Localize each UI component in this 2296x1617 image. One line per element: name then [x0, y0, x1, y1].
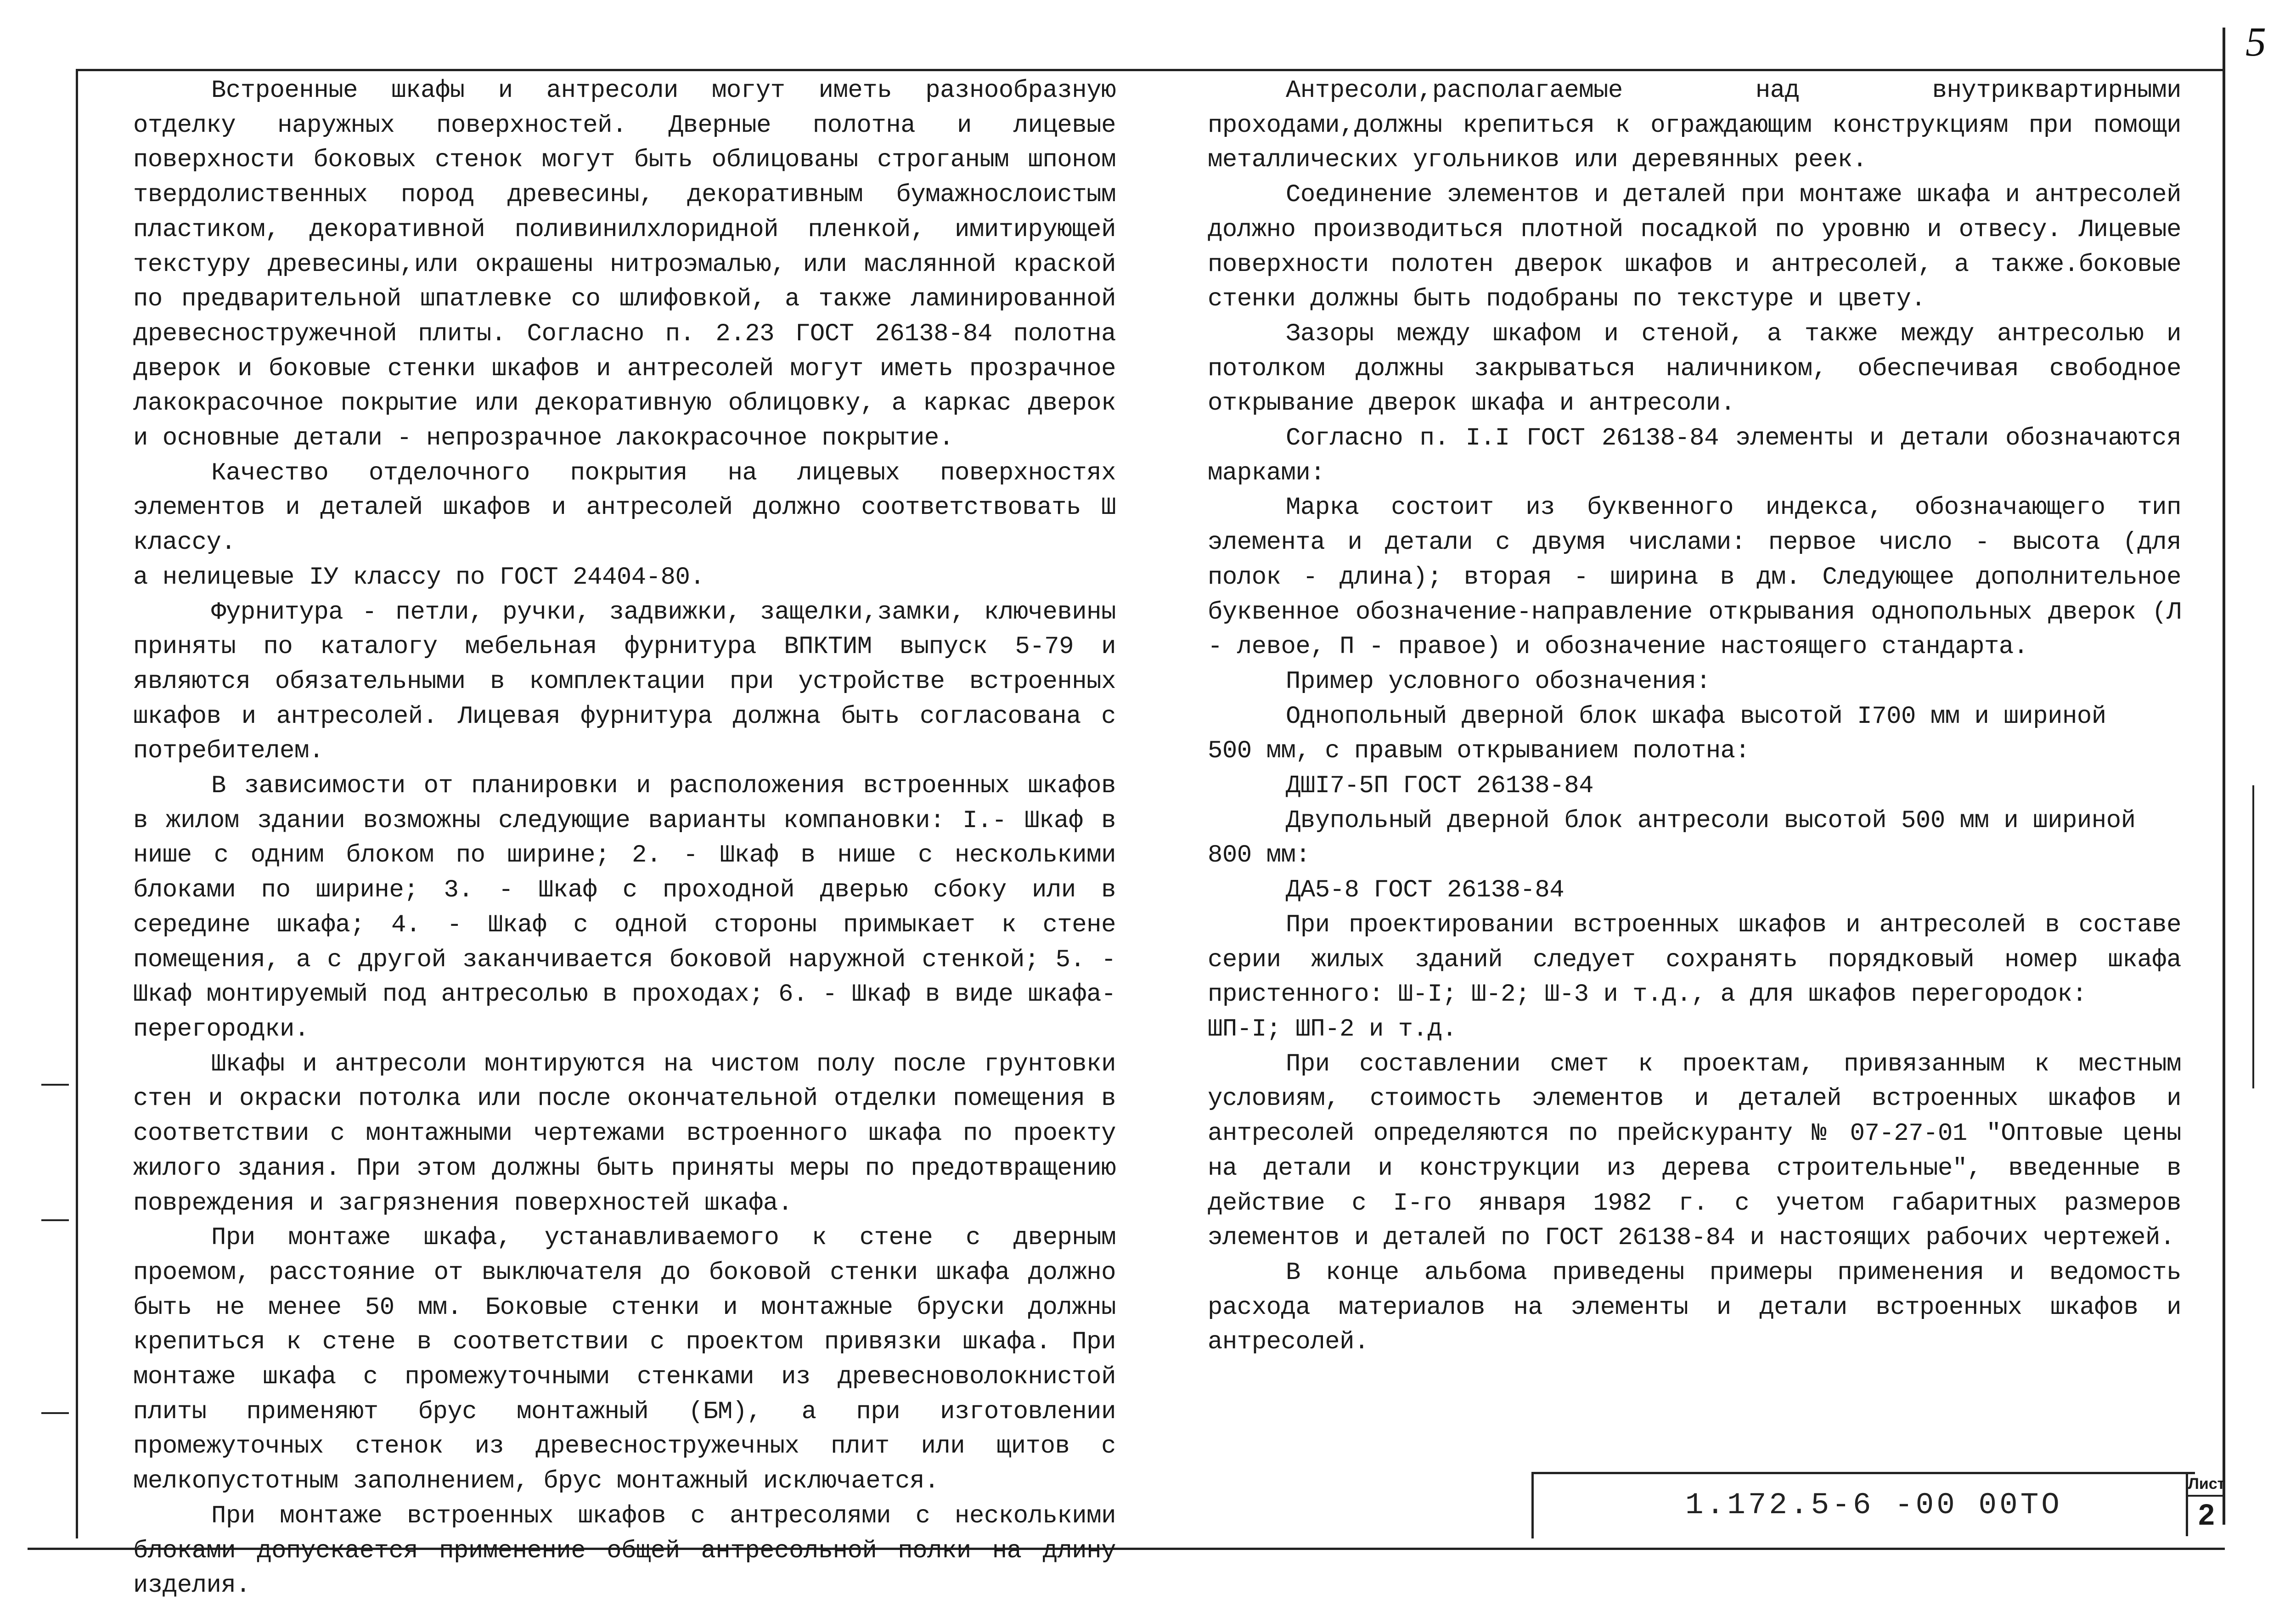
- frame-top-line: [77, 69, 2223, 71]
- paragraph: Однопольный дверной блок шкафа высотой I700 мм и шириной: [1286, 702, 2106, 731]
- designation-example: ДА5-8 ГОСТ 26138-84: [1286, 876, 1564, 905]
- frame-left-line: [76, 69, 78, 1538]
- paragraph: Качество отделочного покрытия на лицевых поверхностях элементов и деталей шкафов и антресолей должно соответствовать Ш классу.: [133, 459, 1116, 557]
- sheet-number-box: [2186, 1472, 2225, 1536]
- margin-tick: [41, 1219, 69, 1221]
- sheet-number: 2: [2198, 1498, 2215, 1531]
- paragraph: Пример условного обозначения:: [1286, 667, 1711, 696]
- paragraph: Шкафы и антресоли монтируются на чистом полу после грунтовки стен и окраски потолка или после окончательной отделки помещения в соответствии с монтажными чертежами встроенного шкафа по проекту жилого здания. При этом должны быть приняты меры по предотвращению повреждения и загрязнения поверхностей шкафа.: [133, 1050, 1116, 1217]
- document-code: 1.172.5-6 -00 00ТО: [1685, 1488, 2062, 1522]
- paragraph: При составлении смет к проектам, привязанным к местным условиям, стоимость элементов и деталей встроенных шкафов и антресолей определяются по прейскуранту № 07-27-01 "Оптовые цены на детали и конструкции из дерева строительные", введенные в действие с I-го января 1982 г. с учетом габаритных размеров элементов и деталей по ГОСТ 26138-84 и настоящих рабочих чертежей.: [1208, 1050, 2181, 1252]
- paragraph: а нелицевые IУ классу по ГОСТ 24404-80.: [133, 563, 705, 592]
- paragraph: Марка состоит из буквенного индекса, обозначающего тип элемента и детали с двумя числами: первое число - высота (для полок - длина); вторая - ширина в дм. Следующее дополнительное буквенное обозначение-направление открывания однопольных дверок (Л - левое, П - правое) и обозначение настоящего стандарта.: [1208, 494, 2181, 661]
- paragraph: Антресоли,располагаемые над внутриквартирными проходами,должны крепиться к ограждающим конструкциям при помощи металлических угольников или деревянных реек.: [1208, 77, 2181, 175]
- paragraph: При проектировании встроенных шкафов и антресолей в составе серии жилых зданий следует сохранять порядковый номер шкафа пристенного: Ш-I; Ш-2; Ш-3 и т.д., а для шкафов перегородок:: [1208, 911, 2181, 1009]
- title-block: [1531, 1472, 2195, 1538]
- paragraph: При монтаже встроенных шкафов с антресолями с несколькими блоками допускается применение общей антресольной полки на длину изделия.: [133, 1502, 1116, 1600]
- right-text-column: [1208, 73, 2181, 1360]
- paragraph: Встроенные шкафы и антресоли могут иметь разнообразную отделку наружных поверхностей. Дверные полотна и лицевые поверхности боковых стенок могут быть облицованы строганым шпоном твердолиственных пород древесины, декоративным бумажнослоистым пластиком, декоративной поливинилхлоридной пленкой, имитирующей текстуру древесины,или окрашены нитроэмалью, или маслянной краской по предварительной шпатлевке со шлифовкой, а также ламинированной древесностружечной плиты. Согласно п. 2.23 ГОСТ 26138-84 полотна дверок и боковые стенки шкафов и антресолей могут иметь прозрачное лакокрасочное покрытие или декоративную облицовку, а каркас дверок и основные детали - непрозрачное лакокрасочное покрытие.: [133, 77, 1116, 453]
- paragraph: В зависимости от планировки и расположения встроенных шкафов в жилом здании возможны следующие варианты компановки: I.- Шкаф в нише с одним блоком по ширине; 2. - Шкаф в нише с несколькими блоками по ширине; 3. - Шкаф с проходной дверью сбоку или в середине шкафа; 4. - Шкаф с одной стороны примыкает к стене помещения, а с другой заканчивается боковой наружной стенкой; 5. - Шкаф монтируемый под антресолью в проходах; 6. - Шкаф в виде шкафа-перегородки.: [133, 772, 1116, 1043]
- paragraph: При монтаже шкафа, устанавливаемого к стене с дверным проемом, расстояние от выключателя до боковой стенки шкафа должно быть не менее 50 мм. Боковые стенки и монтажные бруски должны крепиться к стене в соответствии с проектом привязки шкафа. При монтаже шкафа с промежуточными стенками из древесноволокнистой плиты применяют брус монтажный (БМ), а при изготовлении промежуточных стенок из древесностружечных плит или щитов с мелкопустотным заполнением, брус монтажный исключается.: [133, 1224, 1116, 1496]
- paragraph: 500 мм, с правым открыванием полотна:: [1208, 737, 1750, 766]
- paragraph: Зазоры между шкафом и стеной, а также между антресолью и потолком должны закрываться наличником, обеспечивая свободное открывание дверок шкафа и антресоли.: [1208, 320, 2181, 418]
- paragraph: Соединение элементов и деталей при монтаже шкафа и антресолей должно производиться плотной посадкой по уровню и отвесу. Лицевые поверхности полотен дверок шкафов и антресолей, а также.боковые стенки должны быть подобраны по текстуре и цвету.: [1208, 181, 2181, 314]
- paragraph: ШП-I; ШП-2 и т.д.: [1208, 1015, 1457, 1043]
- margin-tick: [41, 1412, 69, 1414]
- left-text-column: [133, 73, 1116, 1603]
- frame-right-line: [2223, 28, 2225, 1525]
- sheet-label: Лист: [2188, 1473, 2225, 1497]
- right-margin-tick: [2252, 785, 2254, 1088]
- paragraph: Фурнитура - петли, ручки, задвижки, защелки,замки, ключевины приняты по каталогу мебельная фурнитура ВПКТИМ выпуск 5-79 и являются обязательными в комплектации при устройстве встроенных шкафов и антресолей. Лицевая фурнитура должна быть согласована с потребителем.: [133, 598, 1116, 766]
- paragraph: Согласно п. I.I ГОСТ 26138-84 элементы и детали обозначаются марками:: [1208, 424, 2181, 487]
- margin-tick: [41, 1084, 69, 1086]
- paragraph: Двупольный дверной блок антресоли высотой 500 мм и шириной: [1286, 806, 2136, 835]
- designation-example: ДШI7-5П ГОСТ 26138-84: [1286, 772, 1594, 800]
- sheet-corner-mark: 5: [2245, 19, 2266, 65]
- paragraph: 800 мм:: [1208, 841, 1311, 870]
- paragraph: В конце альбома приведены примеры применения и ведомость расхода материалов на элементы и детали встроенных шкафов и антресолей.: [1208, 1258, 2181, 1357]
